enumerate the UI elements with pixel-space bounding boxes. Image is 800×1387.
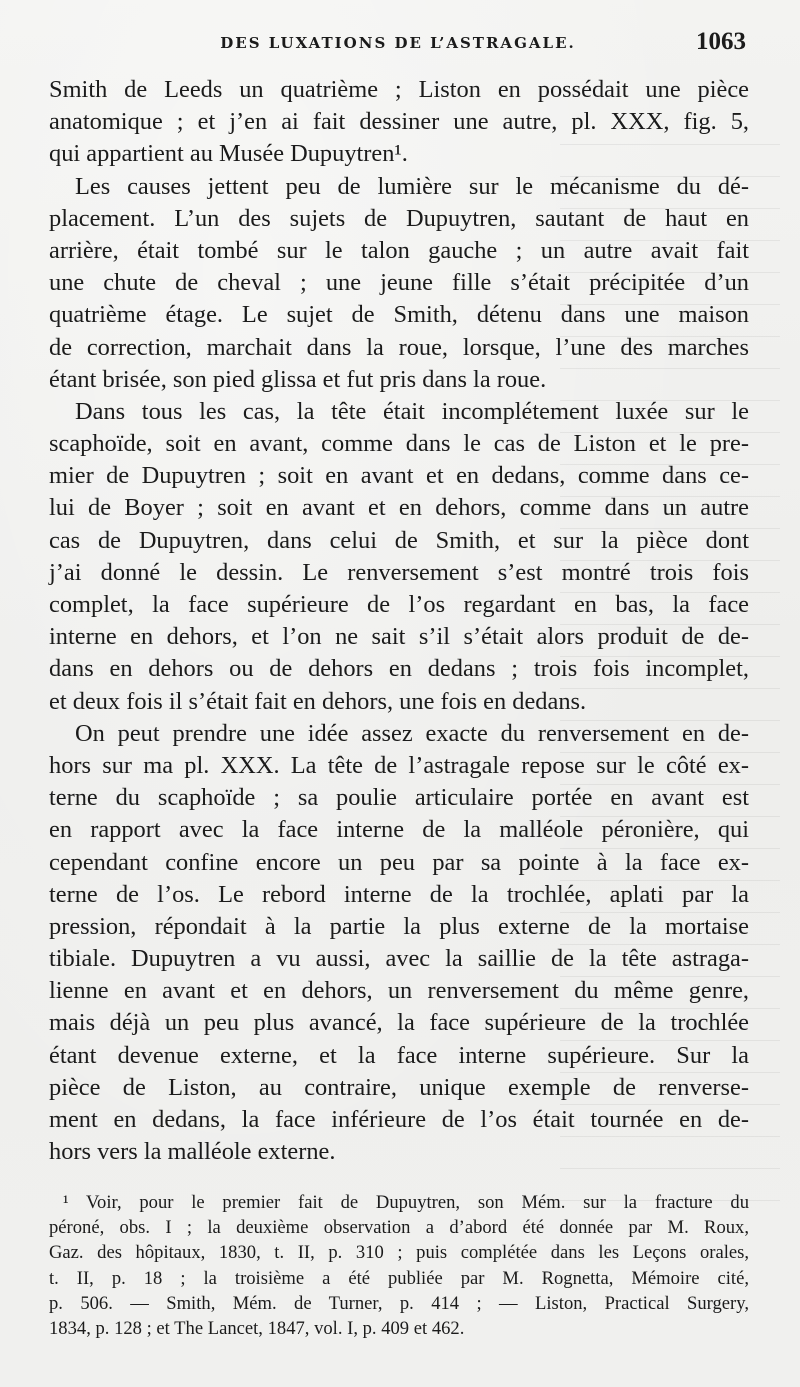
text-line: de correction, marchait dans la roue, lorsque, l’une des marches — [49, 333, 749, 361]
text-line: j’ai donné le dessin. Le renversement s’est montré trois fois — [49, 558, 749, 586]
footnotes — [49, 1190, 749, 1341]
text-line: complet, la face supérieure de l’os regardant en bas, la face — [49, 591, 749, 618]
text-line: placement. L’un des sujets de Dupuytren, sautant de haut en — [49, 204, 749, 232]
text-line: scaphoïde, soit en avant, comme dans le cas de Liston et le pre- — [49, 430, 749, 458]
footnote-line: p. 506. — Smith, Mém. de Turner, p. 414 ; — Liston, Practical Surgery, — [49, 1292, 749, 1314]
text-line: hors vers la malléole externe. — [49, 1138, 336, 1166]
footnote-line: t. II, p. 18 ; la troisième a été publiée par M. Rognetta, Mémoire cité, — [49, 1267, 749, 1289]
page-header — [50, 28, 746, 64]
text-line: arrière, était tombé sur le talon gauche ; un autre avait fait — [49, 236, 749, 264]
text-line: cependant confine encore un peu par sa pointe à la face ex- — [49, 848, 749, 876]
text-line: anatomique ; et j’en ai fait dessiner une autre, pl. XXX, fig. 5, — [49, 108, 749, 136]
text-line: hors sur ma pl. XXX. La tête de l’astragale repose sur le côté ex- — [49, 751, 749, 779]
text-line: étant devenue externe, et la face interne supérieure. Sur la — [49, 1041, 749, 1069]
paragraph-start-line: On peut prendre une idée assez exacte du renversement en de- — [75, 719, 749, 747]
text-line: en rapport avec la face interne de la malléole péronière, qui — [49, 816, 749, 844]
text-line: une chute de cheval ; une jeune fille s’était précipitée d’un — [49, 269, 749, 297]
footnote-line: Gaz. des hôpitaux, 1830, t. II, p. 310 ; puis complétée dans les Leçons orales, — [49, 1242, 749, 1264]
footnote-line: 1834, p. 128 ; et The Lancet, 1847, vol. I, p. 409 et 462. — [49, 1317, 465, 1339]
text-line: interne en dehors, et l’on ne sait s’il s’était alors produit de de- — [49, 623, 749, 651]
text-line: mais déjà un peu plus avancé, la face supérieure de la trochlée — [49, 1009, 749, 1037]
text-line: dans en dehors ou de dehors en dedans ; trois fois incomplet, — [49, 655, 749, 683]
text-line: terne de l’os. Le rebord interne de la trochlée, aplati par la — [49, 880, 749, 908]
text-line: et deux fois il s’était fait en dehors, une fois en dedans. — [49, 687, 587, 715]
text-line: tibiale. Dupuytren a vu aussi, avec la saillie de la tête astraga- — [49, 945, 749, 973]
text-line: lui de Boyer ; soit en avant et en dehors, comme dans un autre — [49, 494, 749, 522]
text-line: quatrième étage. Le sujet de Smith, détenu dans une maison — [49, 301, 749, 329]
footnote-line: ¹ Voir, pour le premier fait de Dupuytren, son Mém. sur la fracture du — [63, 1192, 749, 1213]
paragraph-start-line: Les causes jettent peu de lumière sur le mécanisme du dé- — [75, 172, 749, 200]
paragraph-start-line: Dans tous les cas, la tête était incomplétement luxée sur le — [75, 397, 749, 425]
running-title: DES LUXATIONS DE L’ASTRAGALE. — [220, 34, 576, 52]
footnote-line: péroné, obs. I ; la deuxième observation a d’abord été donnée par M. Roux, — [49, 1217, 749, 1239]
text-line: étant brisée, son pied glissa et fut pris dans la roue. — [49, 365, 547, 393]
text-line: cas de Dupuytren, dans celui de Smith, et sur la pièce dont — [49, 526, 749, 554]
text-line: Smith de Leeds un quatrième ; Liston en possédait une pièce — [49, 76, 749, 103]
text-line: terne du scaphoïde ; sa poulie articulaire portée en avant est — [49, 784, 749, 812]
text-line: pression, répondait à la partie la plus externe de la mortaise — [49, 912, 749, 940]
text-line: pièce de Liston, au contraire, unique exemple de renverse- — [49, 1073, 749, 1101]
text-line: mier de Dupuytren ; soit en avant et en dedans, comme dans ce- — [49, 462, 749, 490]
text-line: ment en dedans, la face inférieure de l’os était tournée en de- — [49, 1106, 749, 1133]
text-line: lienne en avant et en dehors, un renversement du même genre, — [49, 977, 749, 1005]
page-number: 1063 — [696, 28, 746, 55]
body-text — [49, 74, 749, 1168]
text-line: qui appartient au Musée Dupuytren¹. — [49, 140, 408, 168]
